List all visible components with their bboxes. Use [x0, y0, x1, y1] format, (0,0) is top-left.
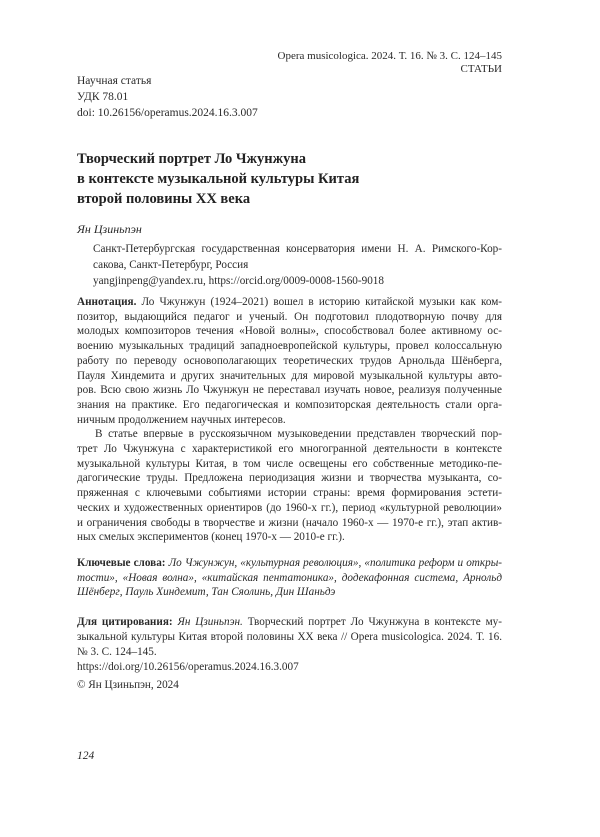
- abstract-line: ных смелых экспериментов (конец 1970-х — 2010-е гг.).: [77, 530, 502, 545]
- keywords-label: Ключевые слова:: [77, 557, 166, 569]
- journal-citation: Opera musicologica. 2024. Т. 16. № 3. С. 124–145: [278, 50, 502, 63]
- citation: [77, 615, 502, 675]
- title-line: Творческий портрет Ло Чжунжуна: [77, 149, 359, 169]
- abstract-line: молодых композиторов течения «Новой волны», способствовал более активному ос-: [77, 324, 502, 339]
- abstract-line: пряженная с ключевыми событиями истории страны: время формирования эстети-: [77, 486, 502, 501]
- abstract-line: ничным продолжением научных интересов.: [77, 413, 502, 428]
- abstract-line: дагогические труды. Предложена периодизация жизни и творчества музыканта, со-: [77, 471, 502, 486]
- abstract-line: трет Ло Чжунжуна с характеристикой его многогранной деятельности в контексте: [77, 442, 502, 457]
- keywords: [77, 556, 502, 600]
- citation-line: Творческий портрет Ло Чжунжуна в контексте му-: [243, 616, 502, 628]
- udc: УДК 78.01: [77, 89, 258, 105]
- article-type: Научная статья: [77, 73, 258, 89]
- keywords-line: тости», «Новая волна», «китайская пентатоника», додекафонная система, Арнольд: [77, 571, 502, 586]
- doi[interactable]: doi: 10.26156/operamus.2024.16.3.007: [77, 105, 258, 121]
- section-label: СТАТЬИ: [278, 63, 502, 76]
- author-name: Ян Цзиньпэн: [77, 222, 142, 237]
- abstract-line: воению музыкальных традиций западноевропейской культуры, провел колоссальную: [77, 339, 502, 354]
- title-line: в контексте музыкальной культуры Китая: [77, 169, 359, 189]
- abstract-line: и ограничения свободы в творчестве и жизни (начало 1960-х — 1970-е гг.), этап актив-: [77, 516, 502, 531]
- abstract-line: знания на практике. Его педагогическая и композиторская деятельность стали орга-: [77, 398, 502, 413]
- abstract-line: ров. Всю свою жизнь Ло Чжунжун не переставал изучать новое, реализуя полученные: [77, 383, 502, 398]
- keywords-line: Ло Чжунжун, «культурная революция», «политика реформ и откры-: [166, 557, 502, 569]
- citation-line: зыкальной культуры Китая второй половины XX века // Opera musicologica. 2024. Т. 16.: [77, 630, 502, 645]
- abstract-line: В статье впервые в русскоязычном музыковедении представлен творческий пор-: [77, 427, 502, 442]
- article-title: [77, 149, 359, 209]
- abstract-line: Пауля Хиндемита и других значительных для мировой музыкальной культуры авто-: [77, 369, 502, 384]
- abstract: [77, 295, 502, 545]
- keywords-line: Шёнберг, Пауль Хиндемит, Тан Сяолинь, Дин Шаньдэ: [77, 585, 502, 600]
- abstract-line: позитор, выдающийся педагог и ученый. Он подготовил плодотворную почву для: [77, 310, 502, 325]
- citation-doi-link[interactable]: https://doi.org/10.26156/operamus.2024.16.3.007: [77, 660, 502, 675]
- author-affiliation: [93, 241, 502, 289]
- abstract-line: Ло Чжунжун (1924–2021) вошел в историю китайской музыки как ком-: [136, 296, 502, 308]
- abstract-line: ческих и художественных ориентиров (до 1960-х гг.), период «культурной революции»: [77, 501, 502, 516]
- page-number: 124: [77, 750, 94, 762]
- author-contacts[interactable]: yangjinpeng@yandex.ru, https://orcid.org/0009-0008-1560-9018: [93, 273, 502, 289]
- running-header: [278, 50, 502, 76]
- copyright: © Ян Цзиньпэн, 2024: [77, 678, 502, 693]
- citation-author: Ян Цзиньпэн.: [173, 616, 243, 628]
- citation-line: № 3. С. 124–145.: [77, 645, 502, 660]
- affiliation-line: Санкт-Петербургская государственная консерватория имени Н. А. Римского-Кор-: [93, 241, 502, 257]
- article-meta: [77, 73, 258, 121]
- title-line: второй половины XX века: [77, 189, 359, 209]
- abstract-label: Аннотация.: [77, 296, 136, 308]
- affiliation-line: сакова, Санкт-Петербург, Россия: [93, 257, 502, 273]
- abstract-line: музыкальной культуры Китая, в том числе освещены его собственные методико-пе-: [77, 457, 502, 472]
- abstract-line: работу по переводу основополагающих теоретических трудов Арнольда Шёнберга,: [77, 354, 502, 369]
- citation-label: Для цитирования:: [77, 616, 173, 628]
